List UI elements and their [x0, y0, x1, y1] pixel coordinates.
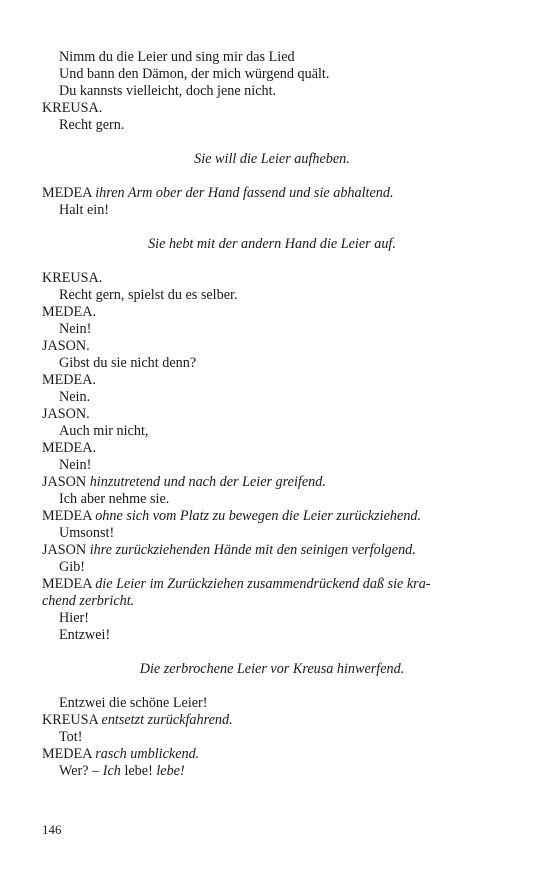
verse-line: Halt ein! [59, 202, 110, 218]
speaker-line [42, 746, 502, 763]
page-body [42, 49, 502, 780]
verse-line: Nein! [59, 321, 92, 337]
verse-line: Tot! [59, 729, 83, 745]
speaker-name: JASON [42, 542, 87, 558]
speaker-line [42, 576, 502, 593]
verse-line: Gibst du sie nicht denn? [59, 355, 197, 371]
verse-line: Entzwei die schöne Leier! [59, 695, 208, 711]
speaker-name: KREUSA [42, 712, 98, 728]
stage-direction-inline: ihren Arm ober der Hand fassend und sie abhaltend. [95, 185, 394, 201]
verse-line: Entzwei! [59, 627, 111, 643]
stage-direction: Die zerbrochene Leier vor Kreusa hinwerfend. [139, 661, 405, 677]
page-number: 146 [42, 822, 62, 837]
speaker-name: MEDEA. [42, 304, 96, 320]
speaker-line [42, 542, 502, 559]
verse-line: Ich aber nehme sie. [59, 491, 170, 507]
verse-line: Nein. [59, 389, 91, 405]
verse-emphasis: Ich [102, 763, 121, 779]
speaker-name: KREUSA. [42, 270, 103, 286]
verse-line: Nimm du die Leier und sing mir das Lied [59, 49, 295, 65]
stage-direction-inline: rasch umblickend. [95, 746, 200, 762]
verse-line: Hier! [59, 610, 89, 626]
stage-direction-inline: hinzutretend und nach der Leier greifend. [89, 474, 326, 490]
stage-direction-inline: die Leier im Zurückziehen zusammendrückend daß sie kra- [95, 576, 431, 592]
stage-direction-inline: chend zerbricht. [42, 593, 135, 609]
verse-line: Umsonst! [59, 525, 115, 541]
stage-direction: Sie will die Leier aufheben. [194, 151, 350, 167]
speaker-name: MEDEA. [42, 372, 96, 388]
speaker-name: MEDEA [42, 576, 92, 592]
speaker-name: KREUSA. [42, 100, 103, 116]
verse-fragment: Wer? – [59, 763, 103, 779]
verse-line: Recht gern, spielst du es selber. [59, 287, 238, 303]
speaker-name: JASON. [42, 406, 90, 422]
verse-line: Und bann den Dämon, der mich würgend quält. [59, 66, 330, 82]
speaker-name: JASON [42, 474, 87, 490]
verse-line: Du kannsts vielleicht, doch jene nicht. [59, 83, 277, 99]
verse-line: Gib! [59, 559, 86, 575]
verse-line: Nein! [59, 457, 92, 473]
verse-fragment: lebe! [120, 763, 157, 779]
speaker-name: MEDEA [42, 746, 92, 762]
stage-direction-inline: ihre zurückziehenden Hände mit den seinigen verfolgend. [89, 542, 416, 558]
speaker-line [42, 185, 502, 202]
speaker-line [42, 474, 502, 491]
stage-direction-inline: ohne sich vom Platz zu bewegen die Leier zurückziehend. [95, 508, 422, 524]
speaker-name: MEDEA. [42, 440, 96, 456]
verse-emphasis: lebe! [156, 763, 185, 779]
verse-line: Recht gern. [59, 117, 125, 133]
stage-direction: Sie hebt mit der andern Hand die Leier auf. [148, 236, 396, 252]
verse-line: Auch mir nicht, [59, 423, 149, 439]
speaker-name: MEDEA [42, 508, 92, 524]
speaker-name: MEDEA [42, 185, 92, 201]
stage-direction-inline: entsetzt zurückfahrend. [101, 712, 233, 728]
speaker-name: JASON. [42, 338, 90, 354]
verse-line [42, 763, 502, 780]
speaker-line [42, 712, 502, 729]
speaker-line [42, 508, 502, 525]
